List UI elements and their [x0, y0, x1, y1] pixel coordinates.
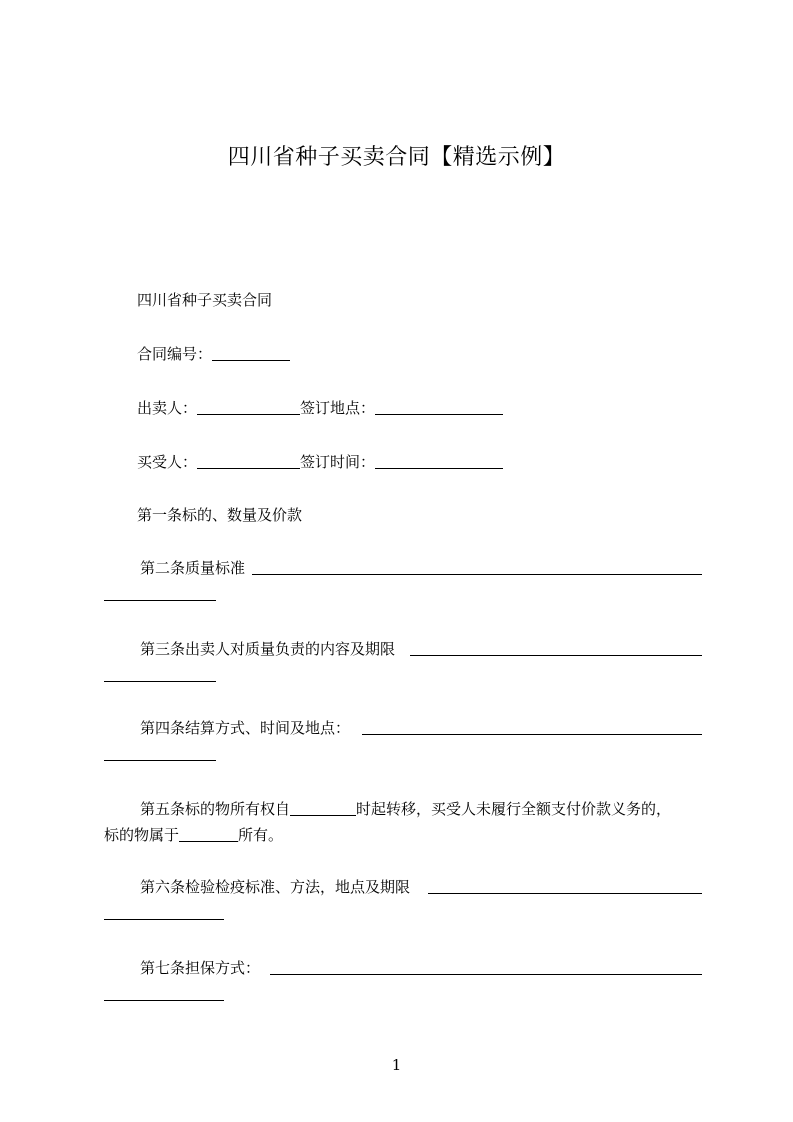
- article-4-blank[interactable]: [362, 734, 702, 735]
- article-7-blank[interactable]: [270, 974, 702, 975]
- article-5-line-1: [140, 799, 671, 819]
- contract-number-line: [137, 344, 290, 364]
- seller-label: 出卖人：: [137, 399, 198, 417]
- seller-line: [137, 398, 503, 418]
- contract-heading: 四川省种子买卖合同: [137, 291, 273, 309]
- contract-number-blank[interactable]: [212, 345, 290, 361]
- article-1: 第一条标的、数量及价款: [137, 506, 303, 524]
- buyer-line: [137, 452, 503, 472]
- article-5-text-a: 第五条标的物所有权自: [140, 800, 291, 818]
- buyer-label: 买受人：: [137, 453, 198, 471]
- article-2-blank[interactable]: [252, 574, 702, 575]
- article-3-label: 第三条出卖人对质量负责的内容及期限: [140, 640, 396, 658]
- page-number: 1: [391, 1056, 402, 1074]
- article-4-blank-continued[interactable]: [104, 760, 216, 761]
- contract-number-label: 合同编号：: [137, 345, 213, 363]
- article-4-label: 第四条结算方式、时间及地点：: [140, 719, 351, 737]
- article-3-blank[interactable]: [410, 655, 702, 656]
- sign-place-blank[interactable]: [375, 399, 503, 415]
- sign-place-label: 签订地点：: [300, 399, 376, 417]
- article-7-label: 第七条担保方式：: [140, 959, 261, 977]
- sign-time-blank[interactable]: [375, 453, 503, 469]
- article-6-blank[interactable]: [428, 893, 702, 894]
- article-3-blank-continued[interactable]: [104, 681, 216, 682]
- article-5-text-b: 时起转移，买受人未履行全额支付价款义务的，: [356, 800, 672, 818]
- seller-blank[interactable]: [197, 399, 300, 415]
- article-5-blank-1[interactable]: [290, 800, 356, 816]
- article-5-line-2: [104, 825, 283, 845]
- buyer-blank[interactable]: [197, 453, 300, 469]
- article-5-text-c: 标的物属于: [104, 826, 180, 844]
- article-2-label: 第二条质量标准: [140, 559, 246, 577]
- article-6-blank-continued[interactable]: [104, 919, 224, 920]
- article-6-label: 第六条检验检疫标准、方法，地点及期限: [140, 878, 411, 896]
- document-title: 四川省种子买卖合同【精选示例】: [227, 145, 566, 170]
- sign-time-label: 签订时间：: [300, 453, 376, 471]
- article-5-blank-2[interactable]: [179, 826, 238, 842]
- article-2-blank-continued[interactable]: [104, 600, 216, 601]
- article-5-text-d: 所有。: [238, 826, 284, 844]
- article-7-blank-continued[interactable]: [104, 1000, 224, 1001]
